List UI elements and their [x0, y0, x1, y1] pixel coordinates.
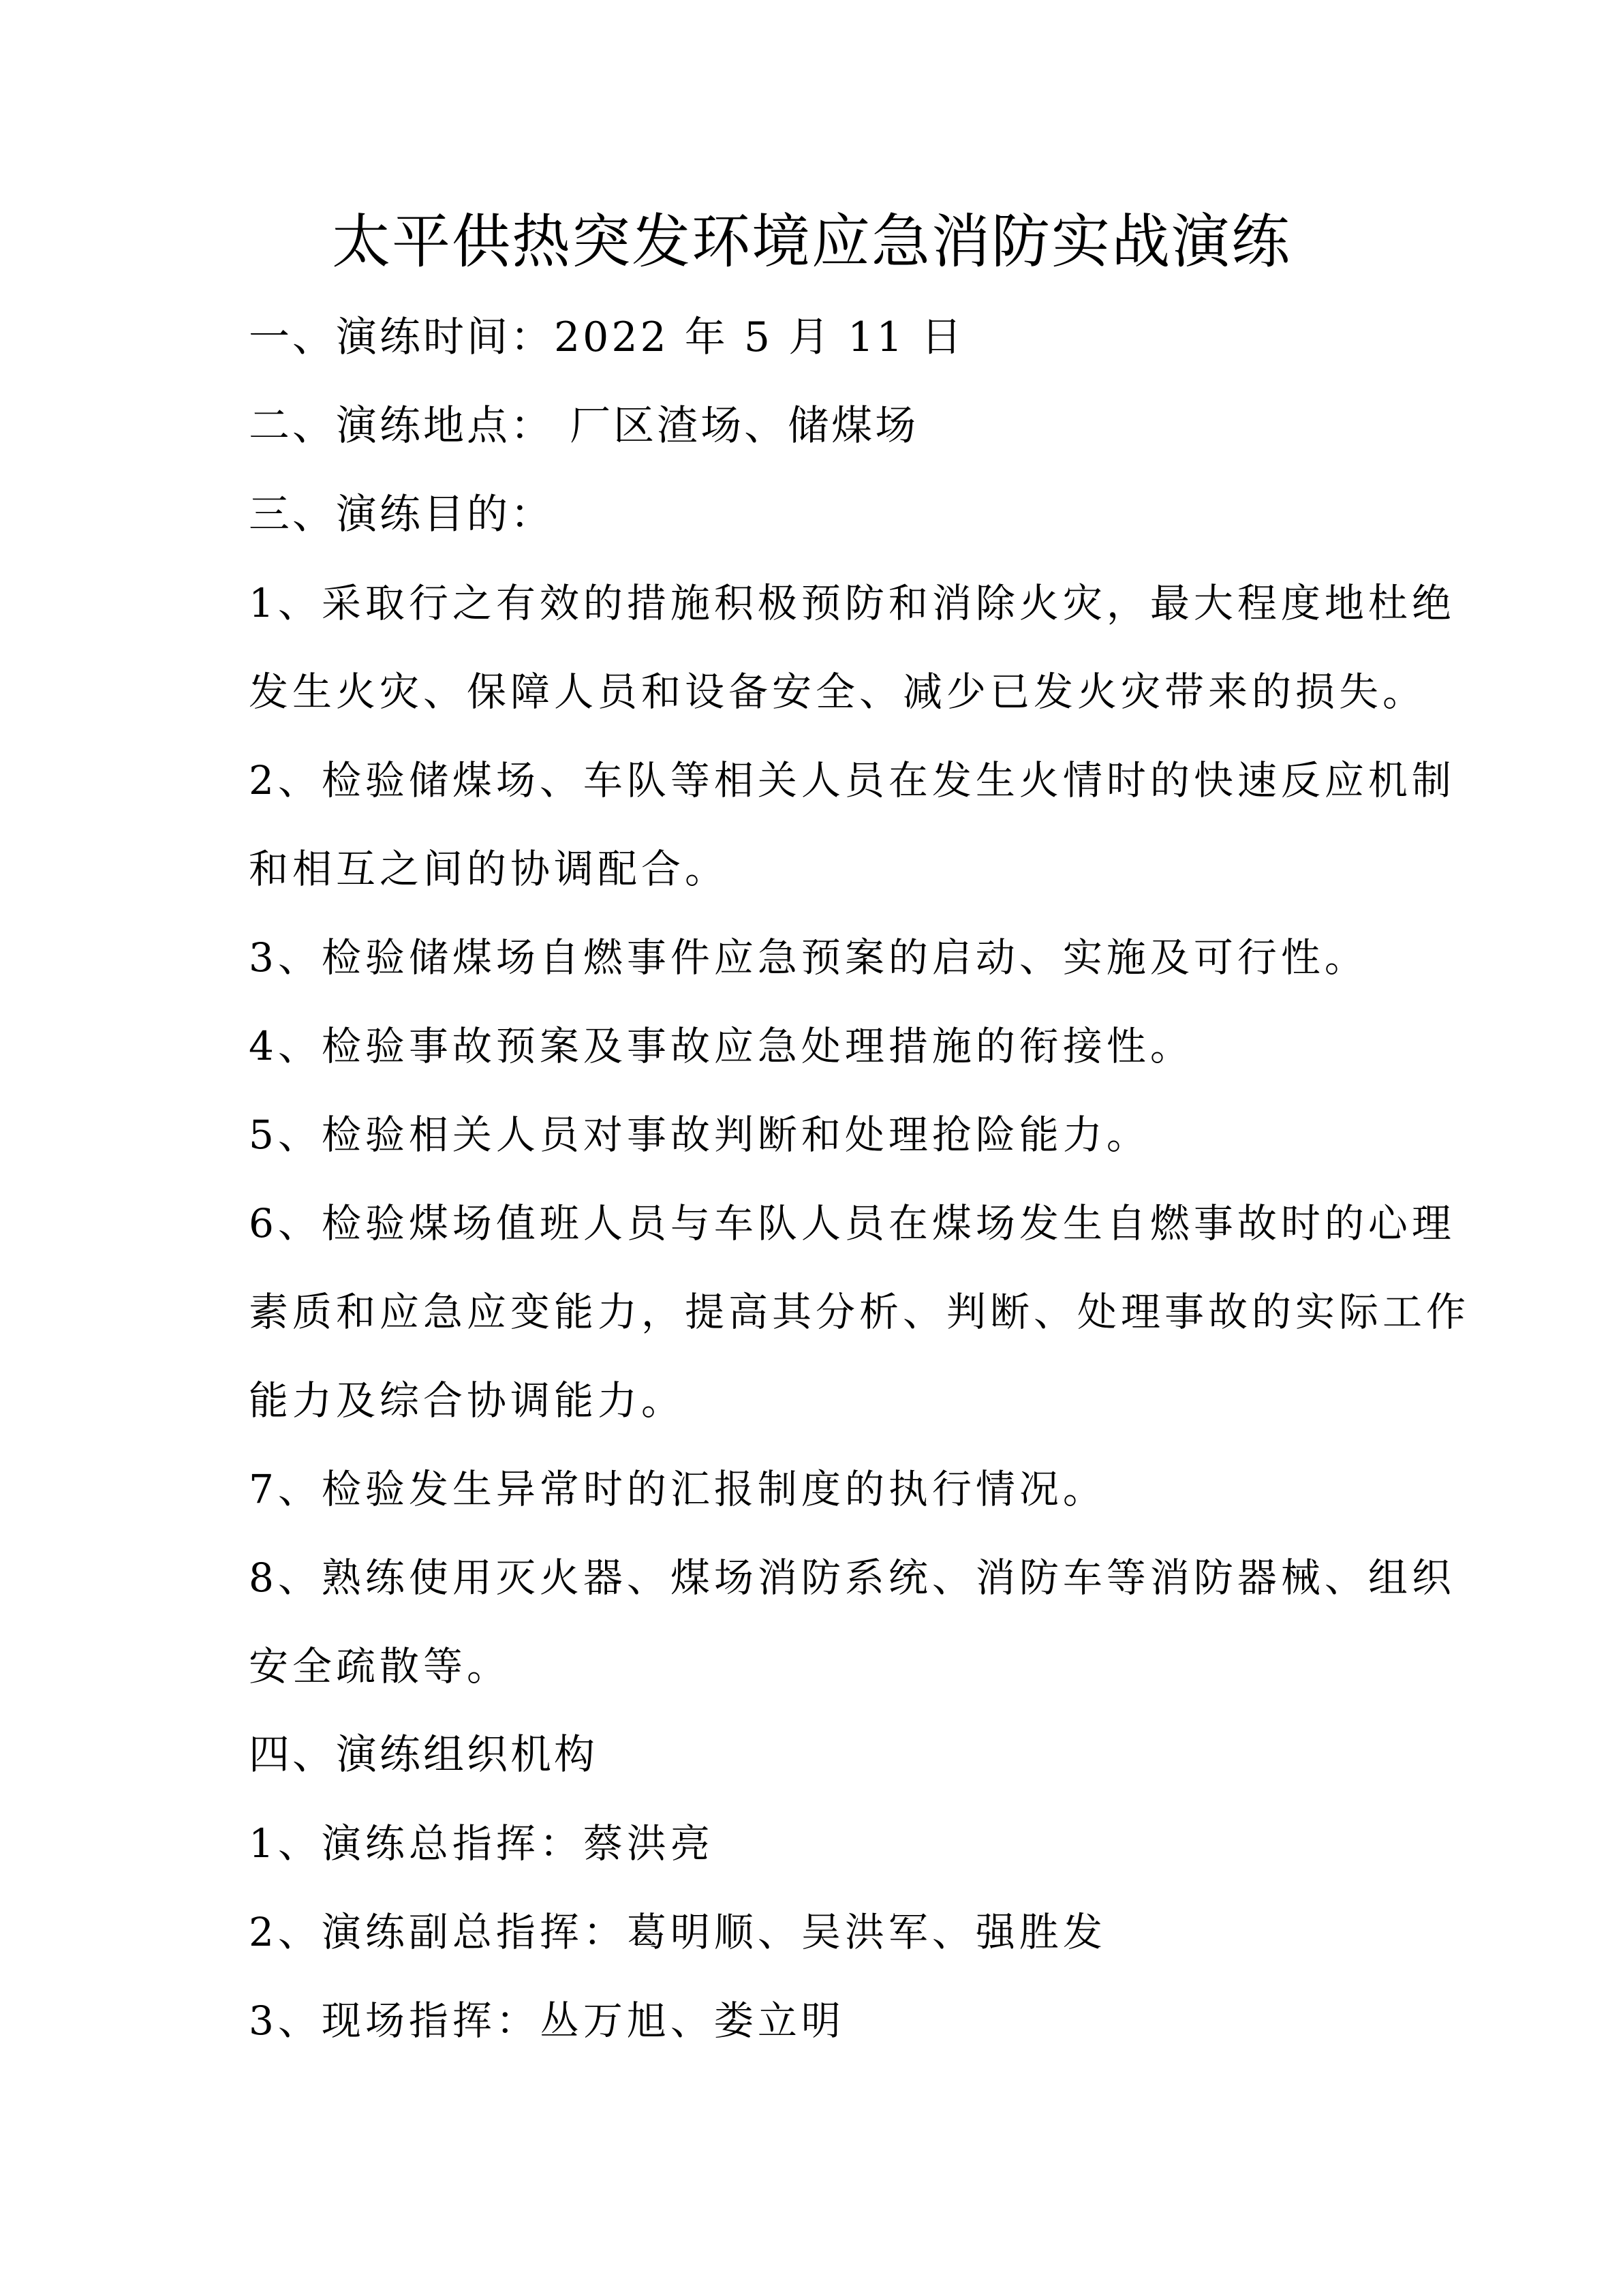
drill-time-line: 一、演练时间：2022 年 5 月 11 日: [249, 313, 965, 361]
purpose-item-2-line-2: 和相互之间的协调配合。: [249, 846, 729, 892]
purpose-item-8-line-2: 安全疏散等。: [249, 1643, 511, 1689]
document-body: [249, 293, 1470, 2065]
organization-item-1: 1、演练总指挥：蔡洪亮: [249, 1820, 714, 1867]
document-title: 太平供热突发环境应急消防实战演练: [332, 208, 1291, 276]
purpose-item-2-line-1: 2、检验储煤场、车队等相关人员在发生火情时的快速反应机制: [249, 757, 1455, 803]
organization-item-3: 3、现场指挥：丛万旭、娄立明: [249, 1997, 845, 2044]
purpose-item-7: 7、检验发生异常时的汇报制度的执行情况。: [249, 1466, 1107, 1512]
organization-heading: 四、演练组织机构: [249, 1731, 598, 1779]
purpose-item-6-line-1: 6、检验煤场值班人员与车队人员在煤场发生自燃事故时的心理: [249, 1200, 1455, 1246]
purpose-item-1-line-2: 发生火灾、保障人员和设备安全、减少已发火灾带来的损失。: [249, 669, 1427, 715]
purpose-item-6-line-3: 能力及综合协调能力。: [249, 1377, 685, 1424]
purpose-item-6-line-2: 素质和应急应变能力，提高其分析、判断、处理事故的实际工作: [249, 1289, 1470, 1335]
organization-item-2: 2、演练副总指挥：葛明顺、吴洪军、强胜发: [249, 1909, 1107, 1955]
drill-location-line: 二、演练地点： 厂区渣场、储煤场: [249, 402, 919, 450]
purpose-item-1-line-1: 1、采取行之有效的措施积极预防和消除火灾，最大程度地杜绝: [249, 580, 1455, 626]
purpose-item-5: 5、检验相关人员对事故判断和处理抢险能力。: [249, 1112, 1150, 1158]
purpose-item-8-line-1: 8、熟练使用灭火器、煤场消防系统、消防车等消防器械、组织: [249, 1555, 1455, 1601]
purpose-item-3: 3、检验储煤场自燃事件应急预案的启动、实施及可行性。: [249, 934, 1368, 981]
purpose-item-4: 4、检验事故预案及事故应急处理措施的衔接性。: [249, 1023, 1194, 1069]
drill-purpose-heading: 三、演练目的：: [249, 491, 554, 538]
